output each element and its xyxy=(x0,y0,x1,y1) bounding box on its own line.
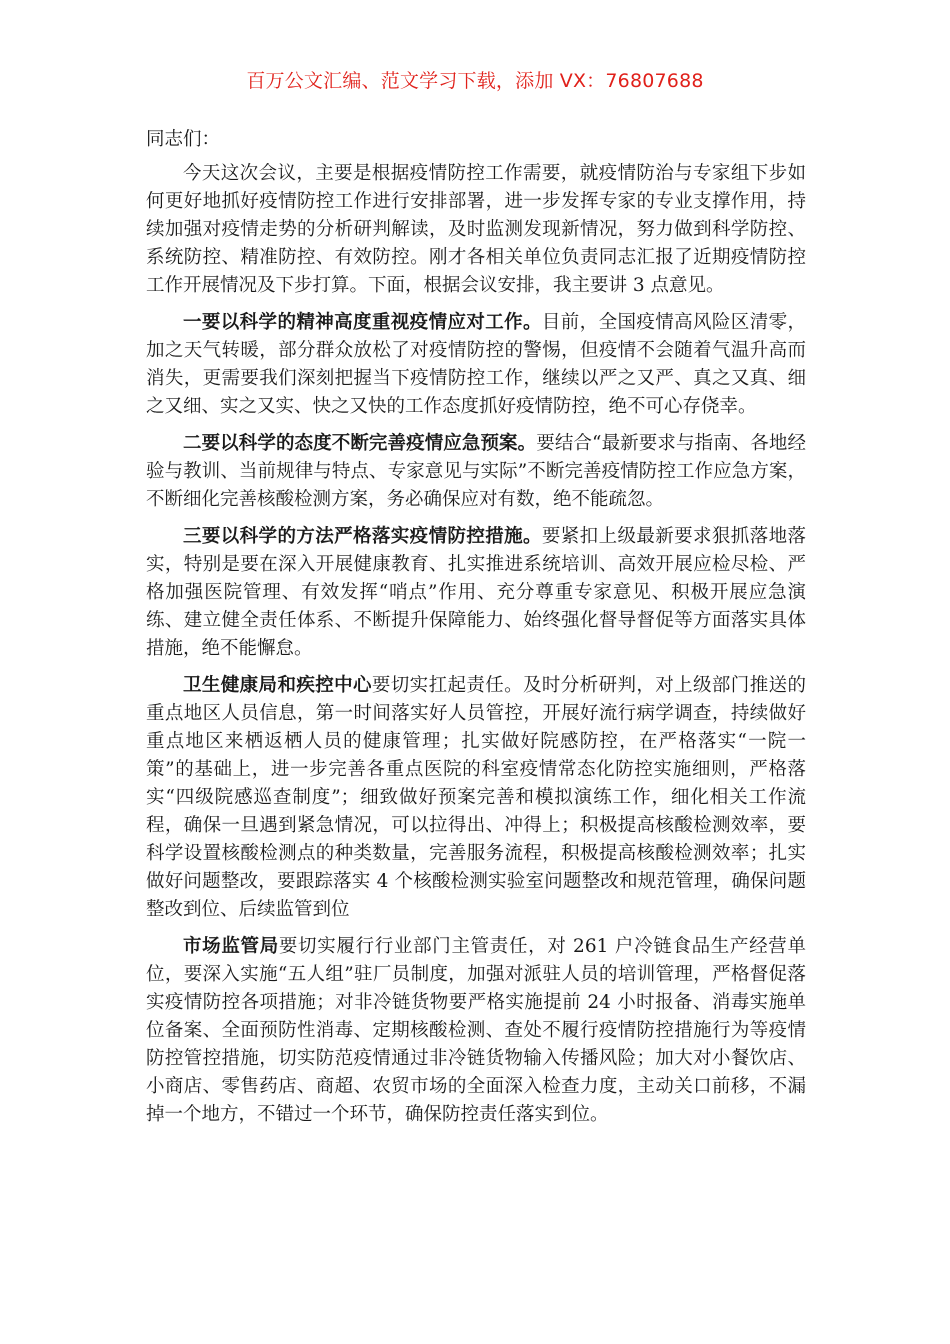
paragraph-market-bureau xyxy=(146,933,806,1129)
paragraph-lead: 二要以科学的态度不断完善疫情应急预案。 xyxy=(183,433,537,454)
paragraph-lead: 三要以科学的方法严格落实疫情防控措施。 xyxy=(183,526,542,547)
document-body xyxy=(146,126,806,1138)
paragraph-text: 要切实扛起责任。及时分析研判，对上级部门推送的重点地区人员信息，第一时间落实好人员管控，开展好流行病学调查，持续做好重点地区来栖返栖人员的健康管理；扎实做好院感防控，在严格落实“一院一策”的基础上，进一步完善各重点医院的科室疫情常态化防控实施细则，严格落实“四级院感巡查制度”；细致做好预案完善和模拟演练工作，细化相关工作流程，确保一旦遇到紧急情况，可以拉得出、冲得上；积极提高核酸检测效率，要科学设置核酸检测点的种类数量，完善服务流程，积极提高核酸检测效率；扎实做好问题整改，要跟踪落实 4 个核酸检测实验室问题整改和规范管理，确保问题整改到位、后续监管到位 xyxy=(146,675,806,920)
paragraph-point-3 xyxy=(146,523,806,663)
paragraph-lead: 卫生健康局和疾控中心 xyxy=(183,675,372,696)
paragraph-point-2 xyxy=(146,430,806,514)
salutation: 同志们： xyxy=(146,129,221,150)
paragraph-point-1 xyxy=(146,309,806,421)
header-banner: 百万公文汇编、范文学习下载，添加 VX：76807688 xyxy=(246,70,704,92)
paragraph-lead: 市场监管局 xyxy=(183,936,279,957)
paragraph-text: 要紧扣上级最新要求狠抓落地落实，特别是要在深入开展健康教育、扎实推进系统培训、高效开展应检尽检、严格加强医院管理、有效发挥“哨点”作用、充分尊重专家意见、积极开展应急演练、建立健全责任体系、不断提升保障能力、始终强化督导督促等方面落实具体措施，绝不能懈怠。 xyxy=(146,526,806,659)
paragraph-text: 要切实履行行业部门主管责任，对 261 户冷链食品生产经营单位，要深入实施“五人组”驻厂员制度，加强对派驻人员的培训管理，严格督促落实疫情防控各项措施；对非冷链货物要严格实施提前 24 小时报备、消毒实施单位备案、全面预防性消毒、定期核酸检测、查处不履行疫情防控措施行为等疫情防控管控措施，切实防范疫情通过非冷链货物输入传播风险；加大对小餐饮店、小商店、零售药店、商超、农贸市场的全面深入检查力度，主动关口前移，不漏掉一个地方，不错过一个环节，确保防控责任落实到位。 xyxy=(146,936,806,1125)
paragraph-text: 要结合“最新要求与指南、各地经验与教训、当前规律与特点、专家意见与实际”不断完善疫情防控工作应急方案，不断细化完善核酸检测方案，务必确保应对有数，绝不能疏忽。 xyxy=(146,433,806,510)
paragraph-lead: 一要以科学的精神高度重视疫情应对工作。 xyxy=(183,312,542,333)
paragraph-text: 今天这次会议，主要是根据疫情防控工作需要，就疫情防治与专家组下步如何更好地抓好疫情防控工作进行安排部署，进一步发挥专家的专业支撑作用，持续加强对疫情走势的分析研判解读，及时监测发现新情况，努力做到科学防控、系统防控、精准防控、有效防控。刚才各相关单位负责同志汇报了近期疫情防控工作开展情况及下步打算。下面，根据会议安排，我主要讲 3 点意见。 xyxy=(146,163,806,296)
paragraph-intro xyxy=(146,160,806,300)
paragraph-text: 目前，全国疫情高风险区清零，加之天气转暖，部分群众放松了对疫情防控的警惕，但疫情不会随着气温升高而消失，更需要我们深刻把握当下疫情防控工作，继续以严之又严、真之又真、细之又细、实之又实、快之又快的工作态度抓好疫情防控，绝不可心存侥幸。 xyxy=(146,312,806,417)
paragraph-health-bureau xyxy=(146,672,806,924)
